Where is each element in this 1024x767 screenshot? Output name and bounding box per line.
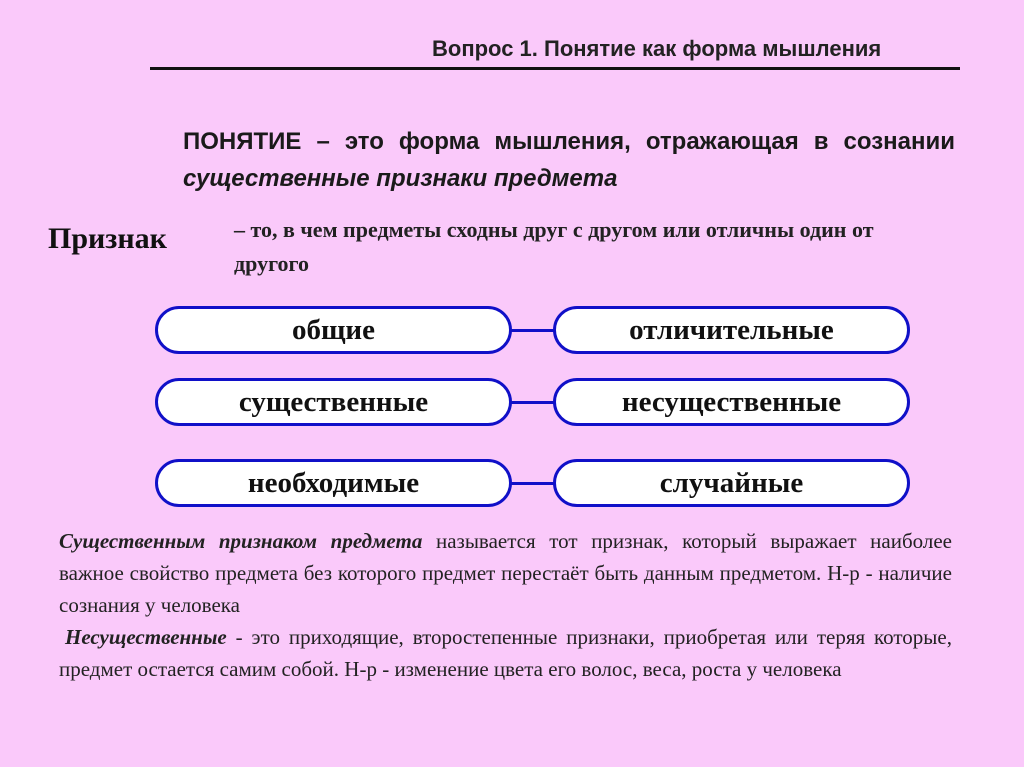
term-label: Признак <box>48 222 167 255</box>
paragraph-essential-body: называется тот признак, который выражает наиболее важное свойство предмета без которого предмет перестаёт быть данным предметом. Н-р - наличие сознания у человека <box>59 529 952 617</box>
slide-title: Вопрос 1. Понятие как форма мышления <box>432 36 882 61</box>
pill-random: случайные <box>553 459 910 507</box>
paragraph-essential <box>59 525 952 621</box>
explanation-text <box>59 525 952 685</box>
definition-text: ПОНЯТИЕ – это форма мышления, отражающая в сознании <box>183 128 955 155</box>
concept-definition <box>183 123 955 197</box>
pill-essential: существенные <box>155 378 512 426</box>
pill-nonessential: несущественные <box>553 378 910 426</box>
pill-distinctive: отличительные <box>553 306 910 354</box>
paragraph-essential-term: Существенным признаком предмета <box>59 529 423 553</box>
pair-connector <box>510 329 555 332</box>
pill-common: общие <box>155 306 512 354</box>
pill-necessary: необходимые <box>155 459 512 507</box>
paragraph-nonessential-term: Несущественные <box>65 625 227 649</box>
paragraph-nonessential-body: - это приходящие, второстепенные признаки, приобретая или теряя которые, предмет остается самим собой. Н-р - изменение цвета его волос, веса, роста у человека <box>59 625 952 681</box>
paragraph-nonessential <box>59 621 952 685</box>
title-underline <box>150 67 960 70</box>
pair-connector <box>510 401 555 404</box>
pair-connector <box>510 482 555 485</box>
term-description: – то, в чем предметы сходны друг с другом или отличны один от другого <box>234 217 874 276</box>
definition-emphasis: существенные признаки предмета <box>183 165 618 192</box>
